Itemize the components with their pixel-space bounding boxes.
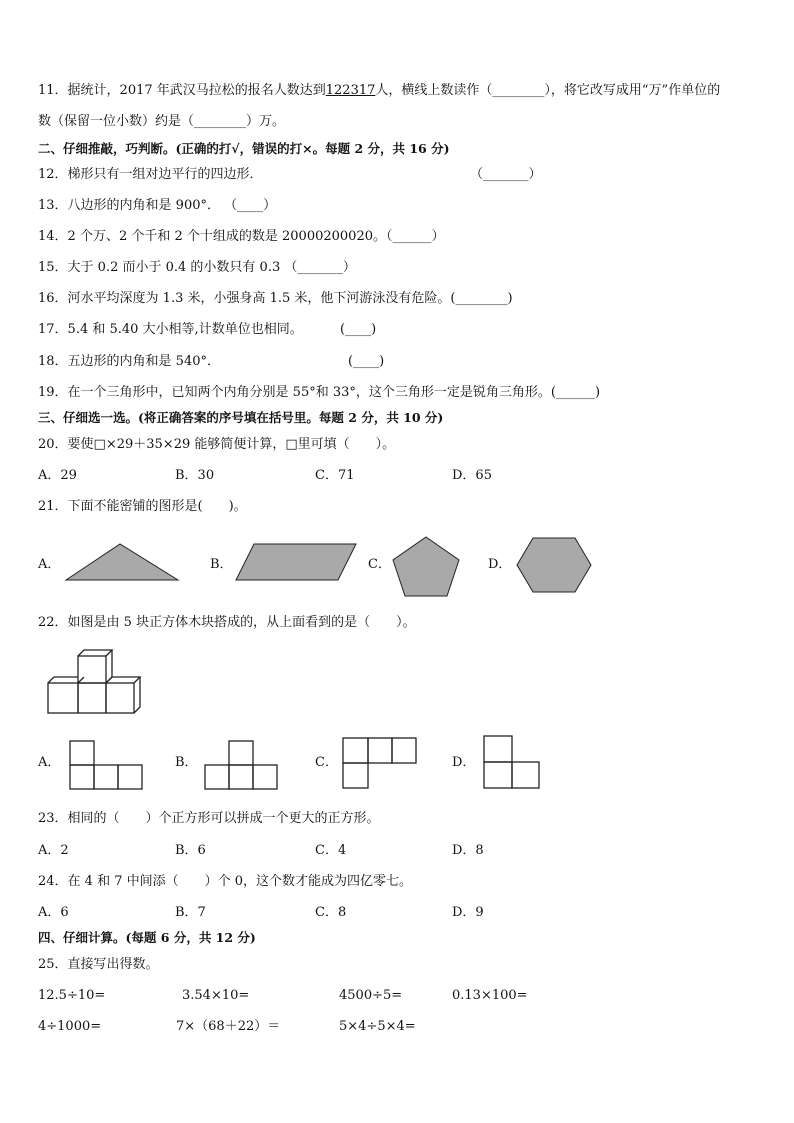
q21-stem: 21．下面不能密铺的图形是( )。 bbox=[38, 499, 247, 514]
q19: 19．在一个三角形中，已知两个内角分别是 55°和 33°，这个三角形一定是锐角三角形。(______) bbox=[38, 385, 601, 400]
calc-item: 4÷1000= bbox=[38, 1019, 102, 1034]
q22-stem: 22．如图是由 5 块正方体木块搭成的，从上面看到的是（ ）。 bbox=[38, 615, 416, 630]
q22-label-c: C． bbox=[315, 755, 338, 770]
q23-option-c: C．4 bbox=[315, 843, 347, 858]
q17-text: 17．5.4 和 5.40 大小相等,计数单位也相同。 bbox=[38, 322, 303, 337]
q11-text-a: 11．据统计，2017 年武汉马拉松的报名人数达到 bbox=[38, 83, 326, 98]
q12 bbox=[38, 166, 542, 184]
q22-label-a: A． bbox=[38, 755, 61, 770]
q21-label-b: B． bbox=[210, 557, 233, 572]
q14: 14．2 个万、2 个千和 2 个十组成的数是 20000200020。（______） bbox=[38, 229, 445, 244]
calc-item: 7×（68＋22）＝ bbox=[176, 1019, 281, 1034]
q11-text-b: 人，横线上数读作（________），将它改写成用“万”作单位的 bbox=[375, 83, 721, 98]
q22-label-b: B． bbox=[175, 755, 198, 770]
q24-option-b: B．7 bbox=[175, 905, 206, 920]
q24-stem: 24．在 4 和 7 中间添（ ）个 0，这个数才能成为四亿零七。 bbox=[38, 874, 413, 889]
q11-number: 122317 bbox=[325, 83, 376, 98]
q15: 15．大于 0.2 而小于 0.4 的小数只有 0.3 （_______） bbox=[38, 260, 356, 275]
q18-blank: (____) bbox=[348, 354, 385, 369]
q13: 13．八边形的内角和是 900°． （____） bbox=[38, 198, 277, 213]
q22-cube-stack-figure bbox=[42, 648, 142, 716]
calc-item: 12.5÷10= bbox=[38, 988, 106, 1003]
q11-line2: 数（保留一位小数）约是（________）万。 bbox=[38, 114, 286, 129]
calc-item: 5×4÷5×4= bbox=[339, 1019, 416, 1034]
q18 bbox=[38, 353, 385, 371]
q12-blank: （_______） bbox=[470, 167, 542, 182]
q17 bbox=[38, 321, 377, 339]
q22-option-a-figure bbox=[68, 739, 144, 791]
q23-option-d: D．8 bbox=[452, 843, 484, 858]
q22-label-d: D． bbox=[452, 755, 476, 770]
q20-stem: 20．要使□×29＋35×29 能够简便计算，□里可填（ ）。 bbox=[38, 437, 396, 452]
q22-option-d-figure bbox=[482, 734, 542, 790]
q24-option-c: C．8 bbox=[315, 905, 347, 920]
q20-option-a: A．29 bbox=[38, 468, 77, 483]
q23-option-b: B．6 bbox=[175, 843, 206, 858]
calc-item: 0.13×100= bbox=[452, 988, 528, 1003]
q21-label-d: D． bbox=[488, 557, 512, 572]
q20-option-d: D．65 bbox=[452, 468, 492, 483]
section-3-heading: 三、仔细选一选。(将正确答案的序号填在括号里。每题 2 分，共 10 分) bbox=[38, 410, 444, 425]
q21-pentagon-figure bbox=[390, 535, 462, 599]
q20-option-c: C．71 bbox=[315, 468, 355, 483]
q20-option-b: B．30 bbox=[175, 468, 215, 483]
q22-option-c-figure bbox=[341, 736, 419, 790]
section-2-heading: 二、仔细推敲，巧判断。(正确的打√，错误的打×。每题 2 分，共 16 分) bbox=[38, 141, 450, 156]
q23-stem: 23．相同的（ ）个正方形可以拼成一个更大的正方形。 bbox=[38, 811, 380, 826]
q18-text: 18．五边形的内角和是 540°． bbox=[38, 354, 220, 369]
calc-item: 4500÷5= bbox=[339, 988, 403, 1003]
q23-option-a: A．2 bbox=[38, 843, 69, 858]
section-4-heading: 四、仔细计算。(每题 6 分，共 12 分) bbox=[38, 930, 256, 945]
q16: 16．河水平均深度为 1.3 米，小强身高 1.5 米，他下河游泳没有危险。(________) bbox=[38, 291, 513, 306]
q24-option-a: A．6 bbox=[38, 905, 69, 920]
q11-line1 bbox=[38, 82, 720, 100]
q21-triangle-figure bbox=[64, 542, 182, 584]
q21-label-c: C． bbox=[368, 557, 391, 572]
q17-blank: (____) bbox=[340, 322, 377, 337]
q24-option-d: D．9 bbox=[452, 905, 484, 920]
calc-item: 3.54×10= bbox=[182, 988, 250, 1003]
q21-parallelogram-figure bbox=[234, 542, 362, 584]
q25-stem: 25．直接写出得数。 bbox=[38, 957, 159, 972]
q22-option-b-figure bbox=[203, 739, 279, 791]
q12-text: 12．梯形只有一组对边平行的四边形． bbox=[38, 167, 263, 182]
q21-label-a: A． bbox=[38, 557, 61, 572]
q21-hexagon-figure bbox=[515, 536, 593, 594]
